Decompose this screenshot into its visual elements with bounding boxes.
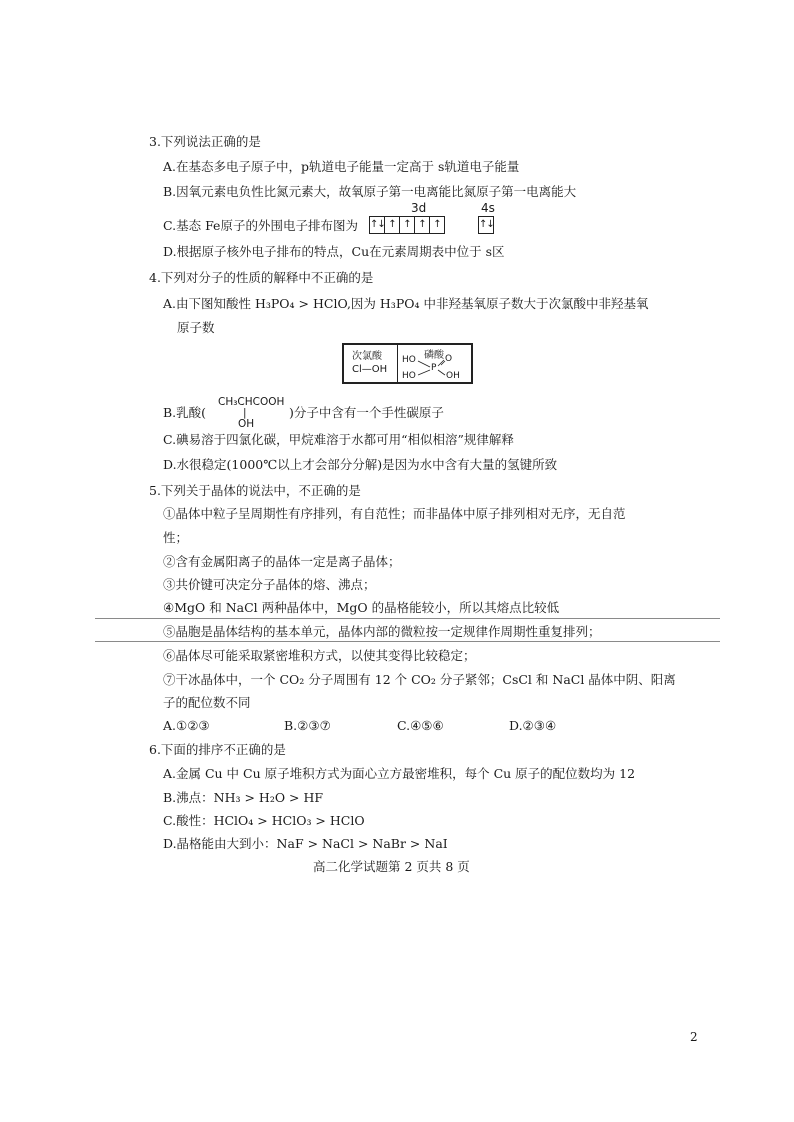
lactic-oh: OH xyxy=(238,418,255,430)
q3-option-d: D.根据原子核外电子排布的特点，Cu在元素周期表中位于 s区 xyxy=(163,244,505,259)
fold-line xyxy=(95,641,720,642)
orbital-box: ↑ xyxy=(414,216,429,234)
h3po4-name: 磷酸 xyxy=(424,350,444,361)
orbital-box: ↑ xyxy=(429,216,445,234)
hclo-name: 次氯酸 xyxy=(352,351,382,362)
orbital-diagram-3d xyxy=(369,216,445,234)
acid-structure-table xyxy=(342,343,473,384)
q4-option-b-suffix: )分子中含有一个手性碳原子 xyxy=(289,405,444,420)
q4-option-a-cont: 原子数 xyxy=(177,320,215,335)
orbital-box: ↑ xyxy=(399,216,414,234)
page-footer: 高二化学试题第 2 页共 8 页 xyxy=(313,859,470,874)
q4-stem: 4.下列对分子的性质的解释中不正确的是 xyxy=(149,270,374,285)
q5-statement-7-cont: 子的配位数不同 xyxy=(163,695,251,710)
q5-choice-b: B.②③⑦ xyxy=(284,718,331,733)
q5-statement-6: ⑥晶体尽可能采取紧密堆积方式，以使其变得比较稳定； xyxy=(163,648,476,663)
q5-statement-3: ③共价键可决定分子晶体的熔、沸点； xyxy=(163,577,376,592)
q6-option-a: A.金属 Cu 中 Cu 原子堆积方式为面心立方最密堆积，每个 Cu 原子的配位数均为 12 xyxy=(163,766,636,781)
page-number: 2 xyxy=(690,1030,698,1044)
fold-line xyxy=(95,618,720,619)
h3po4-ho-bottom: HO xyxy=(402,371,416,381)
hclo-formula: Cl—OH xyxy=(352,364,388,375)
q3-option-a: A.在基态多电子原子中，p轨道电子能量一定高于 s轨道电子能量 xyxy=(163,159,520,174)
hclo-cell xyxy=(344,345,398,382)
q4-option-d: D.水很稳定(1000℃以上才会部分分解)是因为水中含有大量的氢键所致 xyxy=(163,457,558,472)
q6-option-b: B.沸点：NH₃ > H₂O > HF xyxy=(163,790,324,805)
q5-statement-1-cont: 性； xyxy=(163,530,189,545)
q5-choice-a: A.①②③ xyxy=(163,718,210,733)
h3po4-cell xyxy=(398,345,471,382)
q5-stem: 5.下列关于晶体的说法中，不正确的是 xyxy=(149,483,361,498)
orbital-box: ↑↓ xyxy=(478,216,494,234)
q5-choice-d: D.②③④ xyxy=(509,718,557,733)
q5-statement-1: ①晶体中粒子呈周期性有序排列，有自范性；而非晶体中原子排列相对无序，无自范 xyxy=(163,506,626,521)
q6-option-d: D.晶格能由大到小：NaF > NaCl > NaBr > NaI xyxy=(163,836,448,851)
h3po4-o: O xyxy=(445,354,453,364)
q3-stem: 3.下列说法正确的是 xyxy=(149,134,261,149)
q5-statement-4: ④MgO 和 NaCl 两种晶体中，MgO 的晶格能较小，所以其熔点比较低 xyxy=(163,600,560,615)
phosphate-bonds xyxy=(398,345,475,382)
orbital-label-3d: 3d xyxy=(411,201,427,215)
q5-statement-2: ②含有金属阳离子的晶体一定是离子晶体； xyxy=(163,554,401,569)
q3-option-c: C.基态 Fe原子的外围电子排布图为 xyxy=(163,218,358,233)
h3po4-p: P xyxy=(431,363,437,373)
q6-option-c: C.酸性：HClO₄ > HClO₃ > HClO xyxy=(163,813,365,828)
q4-option-c: C.碘易溶于四氯化碳，甲烷难溶于水都可用“相似相溶”规律解释 xyxy=(163,432,514,447)
q3-option-b: B.因氧元素电负性比氮元素大，故氧原子第一电离能比氮原子第一电离能大 xyxy=(163,184,577,199)
lactic-bond: | xyxy=(243,407,247,419)
orbital-box: ↑ xyxy=(384,216,399,234)
orbital-diagram-4s xyxy=(478,216,494,234)
q5-statement-5: ⑤晶胞是晶体结构的基本单元，晶体内部的微粒按一定规律作周期性重复排列； xyxy=(163,624,601,639)
q6-stem: 6.下面的排序不正确的是 xyxy=(149,742,286,757)
q4-option-b-prefix: B.乳酸( xyxy=(163,405,207,420)
orbital-label-4s: 4s xyxy=(481,201,495,215)
q4-option-a: A.由下图知酸性 H₃PO₄ > HClO,因为 H₃PO₄ 中非羟基氧原子数大于次氯酸中非羟基氧 xyxy=(163,296,649,311)
h3po4-ho-top: HO xyxy=(402,355,416,365)
q5-statement-7: ⑦干冰晶体中，一个 CO₂ 分子周围有 12 个 CO₂ 分子紧邻；CsCl 和 NaCl 晶体中阴、阳离 xyxy=(163,672,676,687)
lactic-top: CH₃CHCOOH xyxy=(218,396,285,408)
q5-choice-c: C.④⑤⑥ xyxy=(397,718,444,733)
h3po4-oh: OH xyxy=(446,371,460,381)
orbital-box: ↑↓ xyxy=(369,216,384,234)
